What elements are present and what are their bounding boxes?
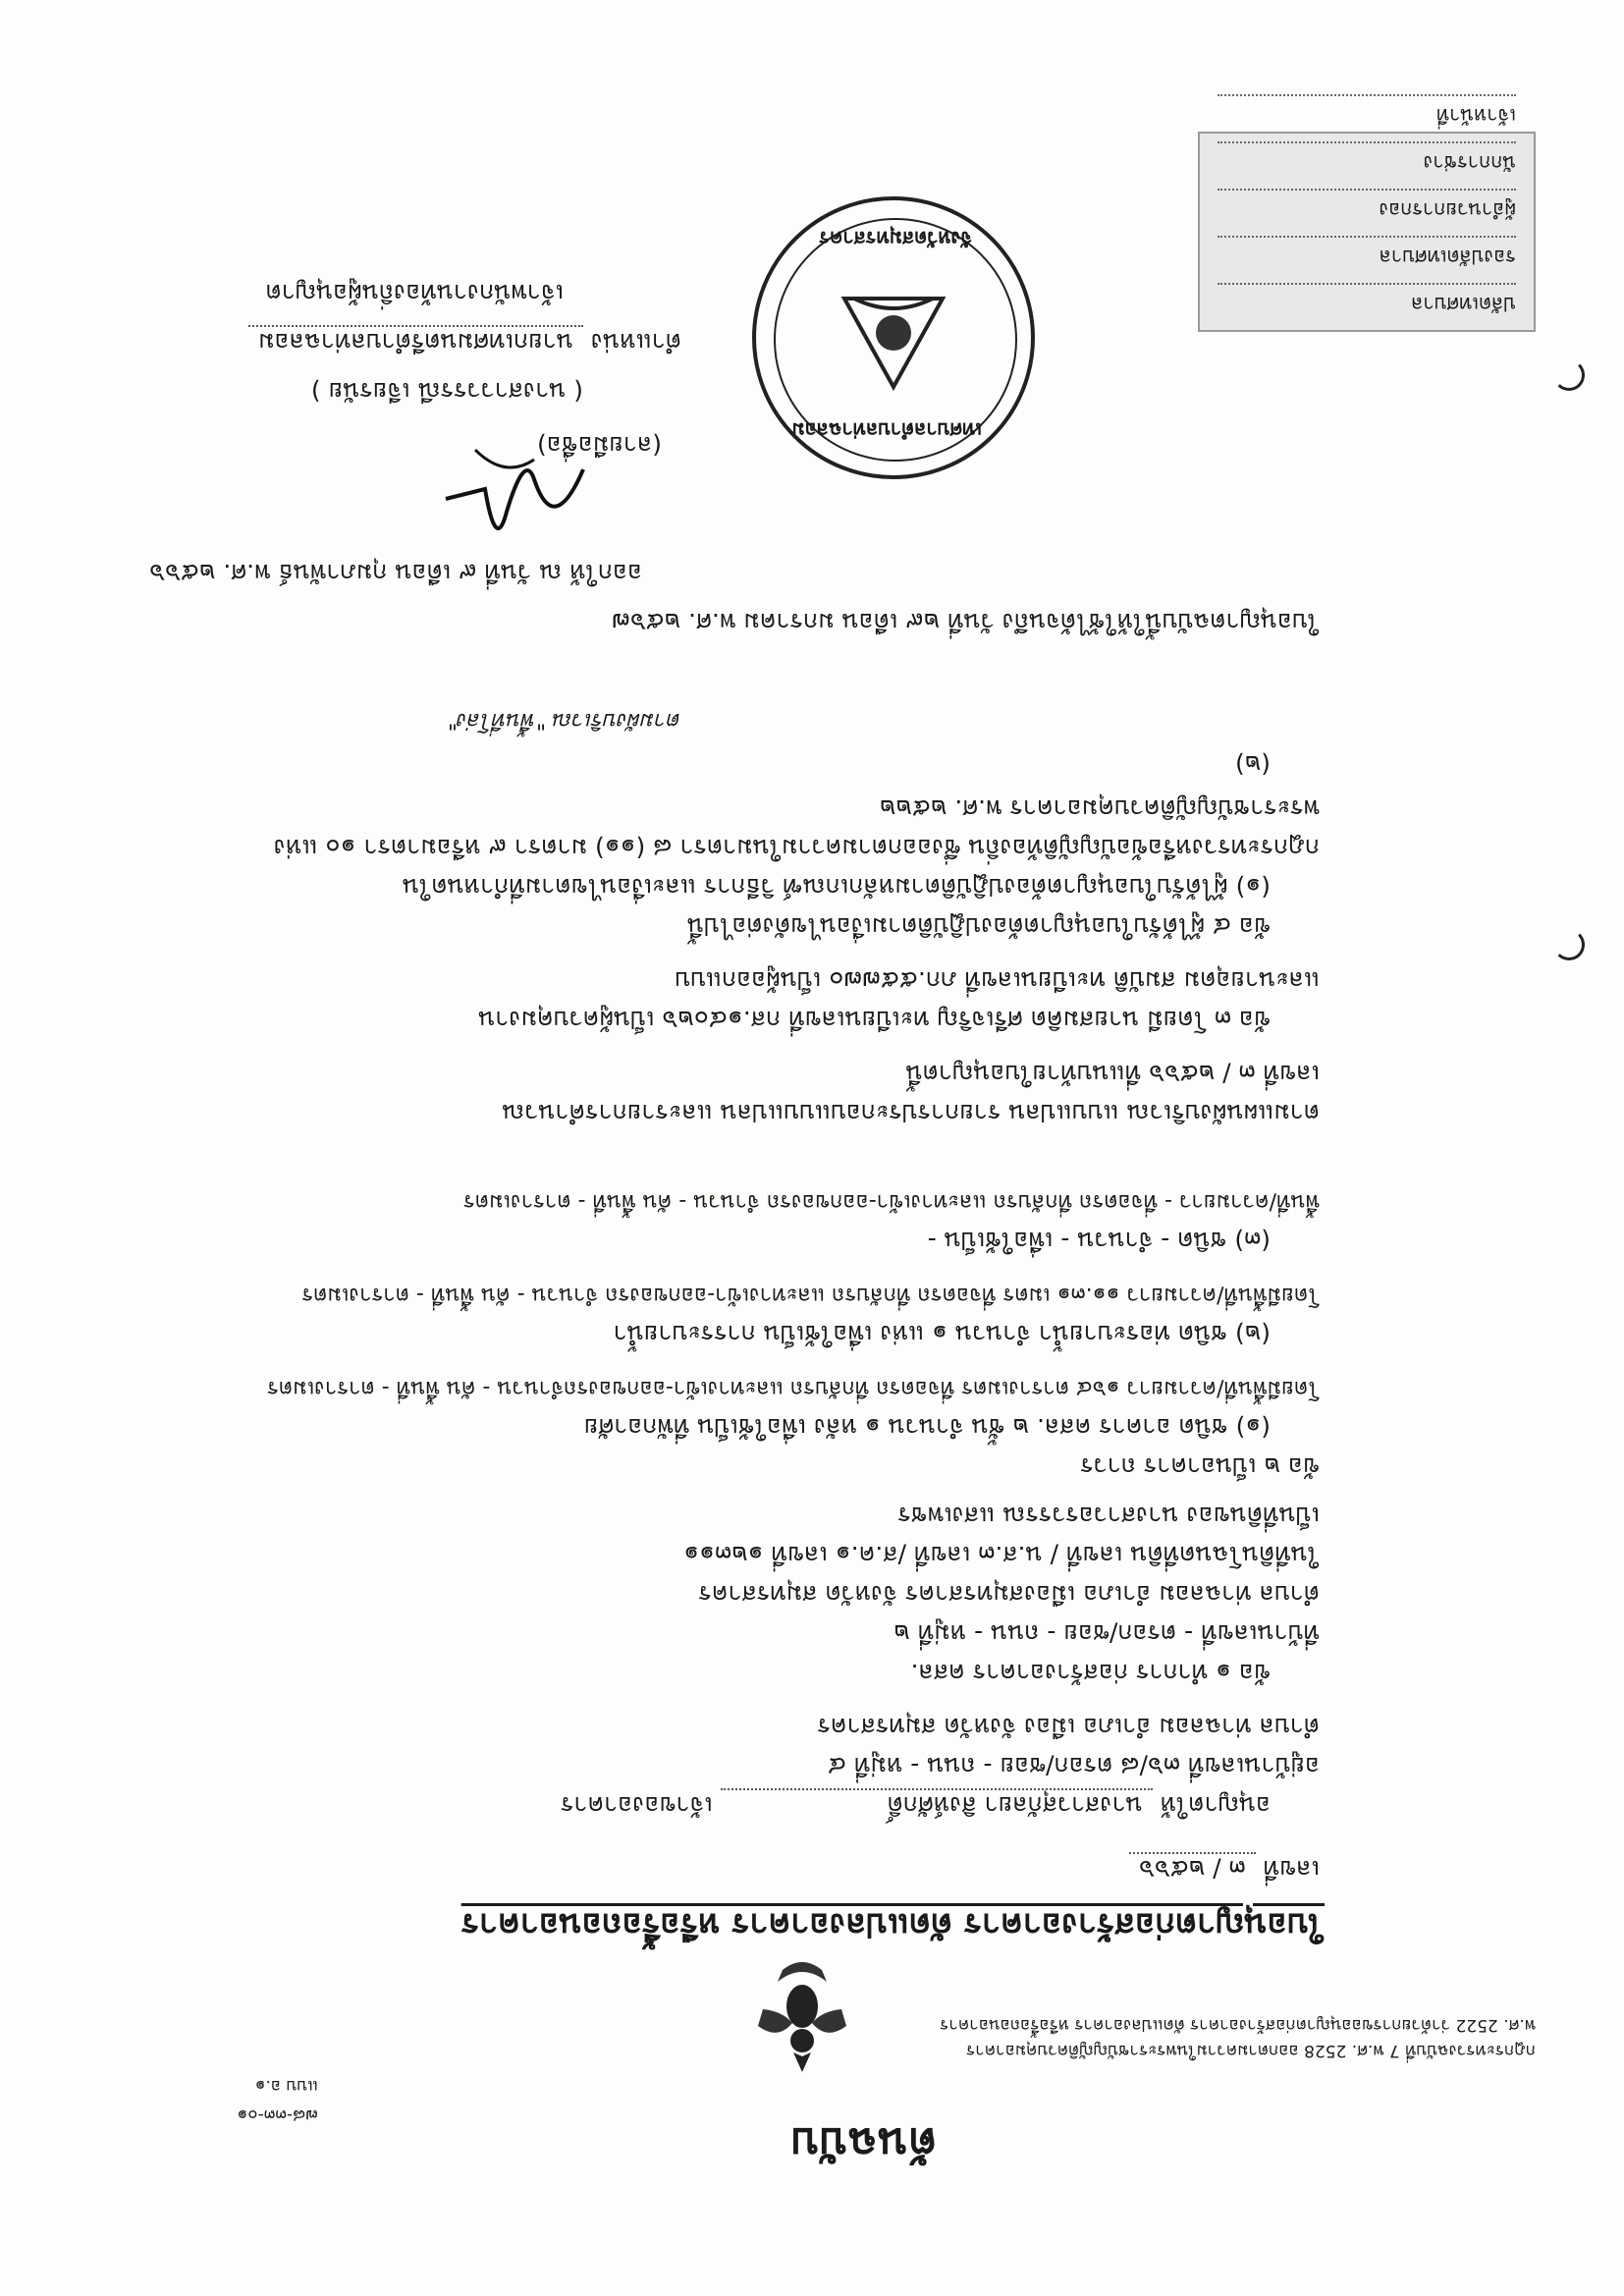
main-title: ใบอนุญาตก่อสร้างอาคาร ดัดแปลงอาคาร หรือรื้อถอนอาคาร [460,1905,1325,1944]
position-label: ตำแหน่ง [590,328,681,356]
plan-line: ตามแผนผังบริเวณ แบบแปลน รายการประกอบแบบแปลน และรายการคำนวณ [502,1099,1320,1127]
permit-number-label: เลขที่ [1263,1855,1320,1884]
owner-address-2: ตำบล ท่าฉลอม อำเภอ เมือง จังหวัด สมุทรสาคร [817,1713,1320,1741]
building-2-a: (๒) ชนิด ท่อระบายน้ำ จำนวน ๑ แห่ง เพื่อใช้เป็น การระบายน้ำ [613,1320,1271,1348]
building-3-b: พื้นที่/ความยาว - ที่จอดรถ ที่กลับรถ และทางเข้า-ออกของรถ จำนวน - คัน พื้นที่ - ตารางเมตร [462,1189,1320,1214]
signer-position-row [248,325,681,356]
approval-row: เจ้าหน้าที่ [1218,94,1516,132]
approval-row: นักการช่าง [1218,141,1516,179]
issued-line: ออกให้ ณ วันที่ ๙ เดือน กุมภาพันธ์ พ.ศ. ๒๕๖๖ [149,559,642,587]
punch-hole-mark [1553,359,1585,391]
officer-title: เจ้าพนักงานท้องถิ่นผู้อนุญาต [265,279,564,307]
approval-row: ผู้อำนวยการกอง [1218,189,1516,226]
item-1-address-2: ตำบล ท่าฉลอม อำเภอ เมืองสมุทรสาคร จังหวัด สมุทรสาคร [698,1580,1320,1609]
owner-address-1: อยู่บ้านเลขที่ ๓๖/๘ ตรอก/ซอย - ถนน - หมู่ที่ ๔ [828,1752,1320,1780]
item-1-land: ในที่ดินโฉนดที่ดิน เลขที่ / น.ส.๓ เลขที่ /ส.ค.๑ เลขที่ ๑๒๓๑๑ [683,1541,1320,1569]
building-3-a: (๓) ชนิด - จำนวน - เพื่อใช้เป็น - [927,1227,1271,1255]
seal-emblem-icon [825,269,962,407]
item-1: ข้อ ๑ ทำการ ก่อสร้างอาคาร คสล. [910,1659,1271,1687]
plan-reference: เลขที่ ๓ / ๒๕๖๖ ที่แนบท้ายใบอนุญาตนี้ [905,1060,1320,1088]
seal-text-top: เทศบาลตำบลท่าฉลอม [791,418,982,442]
approval-stamp-box [1198,104,1536,332]
position-value: นายกเทศมนตรีตำบลท่าฉลอม [248,325,583,356]
permit-number-value: ๓ / ๒๕๖๖ [1129,1852,1256,1884]
form-code-1: ๗๘-๓๓-๐๑ [237,2105,318,2125]
item-1-address-1: ที่บ้านเลขที่ - ตรอก/ซอย - ถนน - หมู่ที่ ๒ [893,1619,1320,1648]
item-2-title: ข้อ ๒ เป็นอาคาร ถาวร [1080,1452,1320,1481]
garuda-emblem-icon [748,1952,856,2080]
building-1-b: โดยมีพื้นที่/ความยาว ๑๖๔ ตารางเมตร ที่จอดรถ ที่กลับรถ และทางเข้า-ออกของรถจำนวน - คัน พื้นที่ - ตารางเมตร [267,1376,1320,1400]
approval-row: ปลัดเทศบาล [1218,283,1516,320]
item-4: ข้อ ๔ ผู้ได้รับใบอนุญาตต้องปฏิบัติตามเงื่อนไขดังต่อไปนี้ [686,912,1271,941]
signer-name: ( นางสาววรรณี เจียรนัย ) [310,377,583,406]
condition-2: (๒) [1235,750,1271,779]
permit-holder-row [561,1788,1271,1820]
validity-line: ใบอนุญาตฉบับนี้ให้ใช้ได้จนถึง วันที่ ๒๙ เดือน มกราคม พ.ศ. ๒๕๖๗ [612,608,1320,636]
condition-1b: กฎกระทรวงหรือข้อบัญญัติท้องถิ่น ซึ่งออกตามความในมาตรา ๘ (๑๑) มาตรา ๙ หรือมาตรา ๑๐ แห่ง [273,834,1320,862]
condition-1: (๑) ผู้ได้รับใบอนุญาตต้องปฏิบัติตามหลักเกณฑ์ วิธีการ และเงื่อนไขตามที่กำหนดใน [402,873,1271,902]
punch-hole-mark [1553,929,1585,960]
ministerial-note-1: กฎกระทรวงฉบับที่ 7 พ.ศ. 2528 ออกตามความในพระราชบัญญัติควบคุมอาคาร [966,2041,1536,2060]
item-1-land-owner: เป็นที่ดินของ นางสาวอรวรรณ แสงเพชร [897,1502,1320,1530]
permit-number-row [1129,1852,1320,1884]
owner-label: เจ้าของอาคาร [560,1791,713,1820]
item-3: ข้อ ๓ โดยมี นายสมคิด ศรีเจริญ ทะเบียนเลขที่ กส.๑๔๐๒๖ เป็นผู้ควบคุมงาน [478,1006,1271,1034]
seal-text-bottom: จังหวัดสมุทรสาคร [819,227,972,250]
building-2-b: โดยมีพื้นที่/ความยาว ๑๑.๓๑ เมตร ที่จอดรถ ที่กลับรถ และทางเข้า-ออกของรถ จำนวน - คัน พื้นที่ - ตารางเมตร [301,1283,1320,1307]
approval-row: รองปลัดเทศบาล [1218,236,1516,273]
original-copy-title: ต้นฉบับ [789,2118,937,2168]
signature-label: (ลายมือชื่อ) [537,431,662,460]
municipal-seal [752,196,1035,479]
condition-1c: พระราชบัญญัติควบคุมอาคาร พ.ศ. ๒๕๒๒ [879,794,1320,823]
item-3-designer: และนายอุดม สมบัติ ทะเบียนเลขที่ ภก.๕๕๗๗๐ เป็นผู้ออกแบบ [675,966,1320,995]
permit-holder-label: อนุญาตให้ [1160,1791,1271,1820]
building-1-a: (๑) ชนิด อาคาร คสล. ๒ ชั้น จำนวน ๑ หลัง เพื่อใช้เป็น ที่พักอาศัย [583,1413,1271,1442]
form-code-2: แบบ อ.๑ [254,2076,318,2096]
permit-holder-value: นางสาวสุกัลยา สิงห์ศักดิ์ [721,1788,1153,1820]
ministerial-note-2: พ.ศ. 2522 ว่าด้วยการขออนุญาตก่อสร้างอาคาร ดัดแปลงอาคาร หรือรื้อถอนอาคาร [940,2015,1536,2035]
handwritten-note: ตามผังบริเวณ "พื้นที่โล่ง" [447,708,681,733]
